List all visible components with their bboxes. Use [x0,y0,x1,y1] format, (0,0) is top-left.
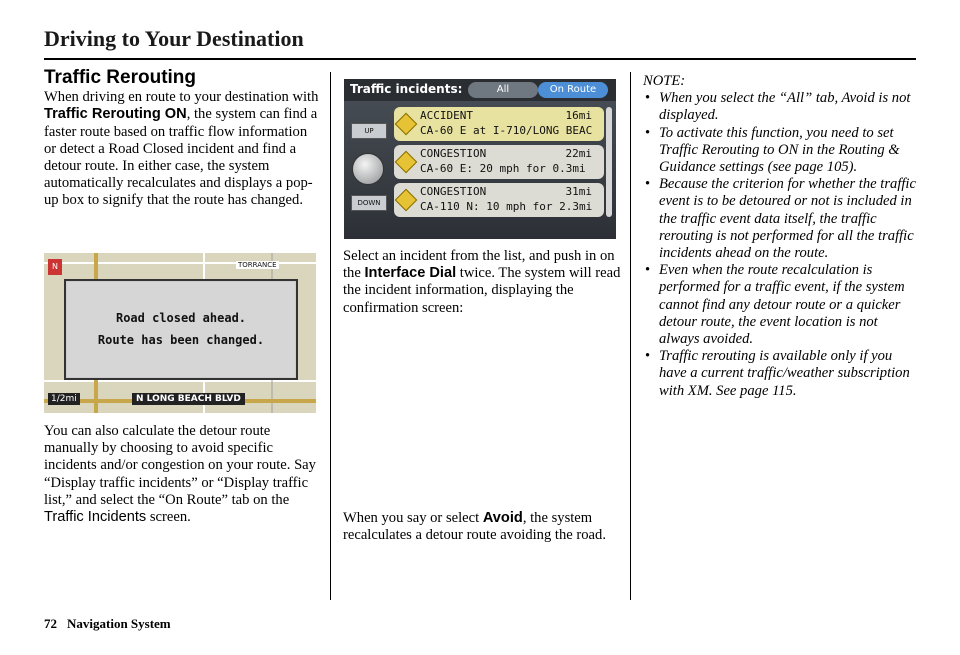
incident-distance: 22mi [565,147,592,160]
column-1 [44,69,320,210]
column-divider-1 [330,72,331,600]
page-footer [44,616,171,632]
interface-dial-icon [352,153,384,185]
column-2 [343,248,621,317]
note-item: • Because the criterion for whether the traffic event is to be detoured or not is included in the traffic event data itself, the traffic rerouting is not performed for all the traffic incidents ahead on the route. [643,176,918,262]
congestion-icon [395,189,418,212]
incident-row [394,145,604,179]
congestion-icon [395,151,418,174]
screen-title: Traffic incidents: [350,82,463,96]
incident-type: CONGESTION [420,185,487,198]
text-run: twice. The system will read the incident information, displaying the confirmation screen: [343,265,621,316]
option-name: Avoid [482,510,523,526]
title-rule [44,58,916,60]
incident-distance: 16mi [565,109,592,122]
tab-on-route: On Route [538,82,608,98]
traffic-incidents-screenshot [344,79,616,239]
column-2-lower [343,510,621,544]
text-run: When you say or select [343,510,483,526]
incident-row [394,183,604,217]
setting-name: Traffic Rerouting ON [44,106,187,123]
map-street-label: N LONG BEACH BLVD [132,393,245,405]
text-run: Select an incident from the list, and push in on the [343,248,615,282]
note-item: • When you select the “All” tab, Avoid is not displayed. [643,90,918,124]
incident-type: CONGESTION [420,147,487,160]
warning-icon [395,113,418,136]
screen-side-controls [348,107,394,235]
map-scale: 1/2mi [48,393,80,405]
route-changed-popup [64,279,298,380]
incident-row [394,107,604,141]
control-name: Interface Dial [364,265,457,282]
map-screenshot [44,253,316,413]
column-divider-2 [630,72,631,600]
text-run: You can also calculate the detour route manually by choosing to avoid specific incidents and/or congestion on your route. Say “Display traffic incidents” or “Display traffic list,” and select the “On Route” tab on the [44,423,316,508]
page-number: 72 [44,616,57,631]
column-1-lower [44,423,320,526]
tab-all: All [468,82,538,98]
paragraph-avoid [343,510,621,544]
scrollbar [606,107,612,217]
page-title: Driving to Your Destination [44,26,304,51]
text-run: screen. [146,509,191,526]
incident-description: CA-60 E: 20 mph for 0.3mi [420,162,586,175]
popup-line-2: Route has been changed. [97,333,265,347]
note-item: • To activate this function, you need to set Traffic Rerouting to ON in the Routing & Guidance settings (see page 105). [643,125,918,177]
popup-line-1: Road closed ahead. [115,311,247,325]
note-item: • Even when the route recalculation is performed for a traffic event, if the system cannot find any detour route or a quicker detour route, the event location is not always avoided. [643,262,918,348]
text-run: , the system recalculates a detour route avoiding the road. [343,510,606,544]
footer-label: Navigation System [67,616,171,631]
paragraph-intro [44,89,320,209]
up-button: UP [351,123,387,139]
screen-name: Traffic Incidents [44,509,147,526]
note-list [643,90,918,400]
incident-description: CA-60 E at I-710/LONG BEAC [420,124,593,137]
paragraph-select [343,248,621,317]
note-item: • Traffic rerouting is available only if you have a current traffic/weather subscription with XM. See page 115. [643,348,918,400]
column-3 [643,73,918,400]
map-city-label: TORRANCE [238,261,277,269]
text-run: , the system can find a faster route based on traffic flow information or detect a Road Closed incident and find a detour route. In either case, the system automatically recalculates and displays a pop-up box to signify that the route has changed. [44,106,318,209]
paragraph-manual [44,423,320,526]
down-button: DOWN [351,195,387,211]
incident-type: ACCIDENT [420,109,473,122]
section-heading: Traffic Rerouting [44,67,197,88]
text-run: When driving en route to your destination with [44,89,319,106]
note-label: NOTE: [643,73,686,89]
compass-icon: N [48,259,62,275]
incident-distance: 31mi [565,185,592,198]
incident-list [394,107,604,221]
incident-description: CA-110 N: 10 mph for 2.3mi [420,200,593,213]
